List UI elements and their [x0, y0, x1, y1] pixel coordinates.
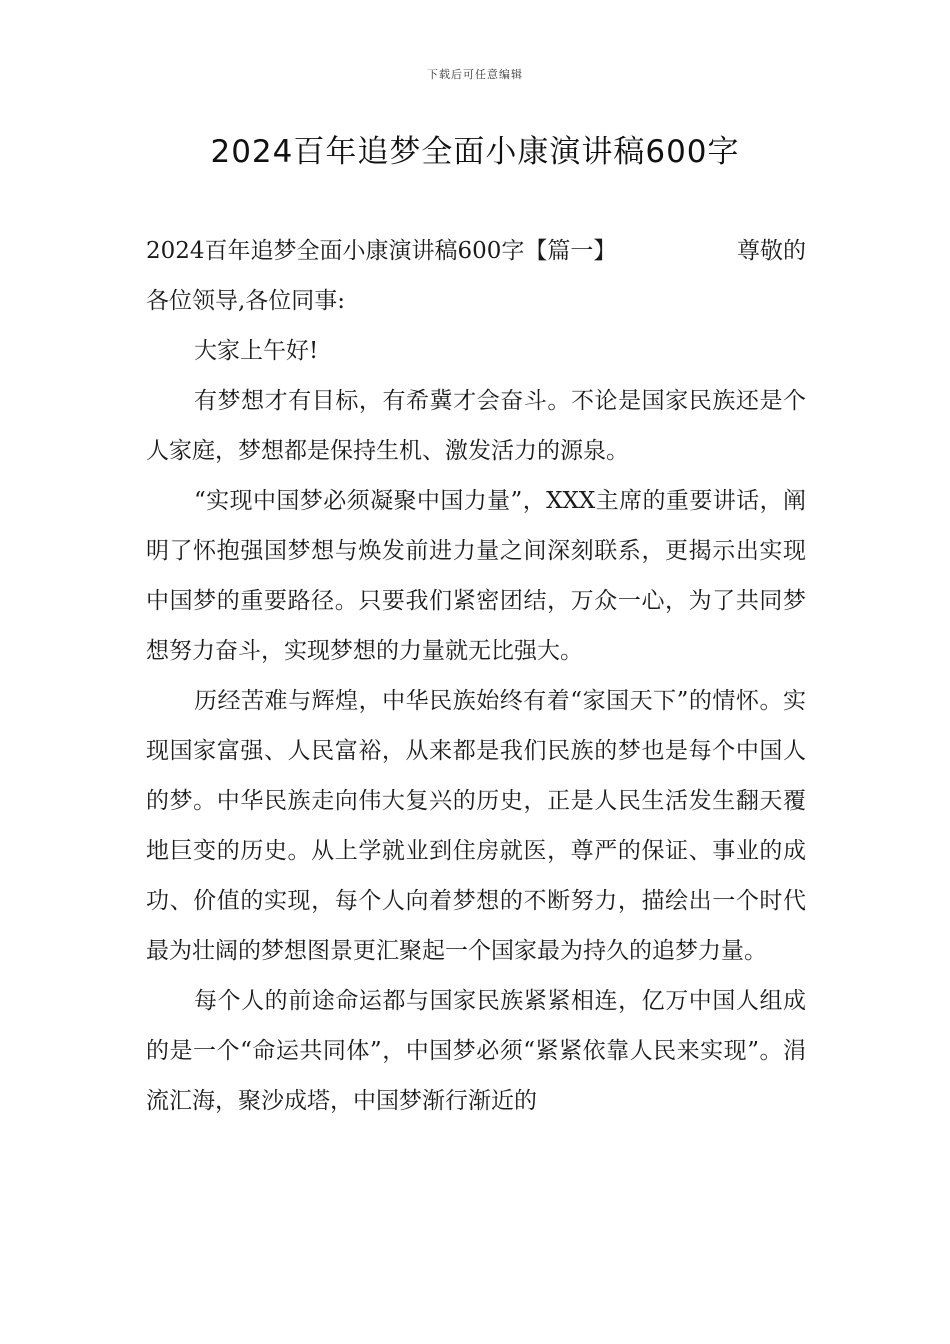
- intro-paragraph: [146, 226, 806, 326]
- intro-salutation-rest: 各位领导,各位同事:: [146, 288, 346, 314]
- body-paragraph-dream-goal: 有梦想才有目标，有希冀才会奋斗。不论是国家民族还是个人家庭，梦想都是保持生机、激发活力的源泉。: [146, 388, 806, 464]
- body-paragraph-greeting: 大家上午好!: [194, 338, 319, 364]
- document-body: [146, 226, 806, 1126]
- body-paragraph-community: 每个人的前途命运都与国家民族紧紧相连，亿万中国人组成的是一个“命运共同体”，中国梦必须“紧紧依靠人民来实现”。涓流汇海，聚沙成塔，中国梦渐行渐近的: [146, 988, 806, 1114]
- header-note: 下载后可任意编辑: [427, 68, 523, 81]
- document-title: 2024百年追梦全面小康演讲稿600字: [210, 134, 740, 170]
- body-paragraph-history: 历经苦难与辉煌，中华民族始终有着“家国天下”的情怀。实现国家富强、人民富裕，从来都是我们民族的梦也是每个中国人的梦。中华民族走向伟大复兴的历史，正是人民生活发生翻天覆地巨变的历史。从上学就业到住房就医，尊严的保证、事业的成功、价值的实现，每个人向着梦想的不断努力，描绘出一个时代最为壮阔的梦想图景更汇聚起一个国家最为持久的追梦力量。: [146, 688, 806, 964]
- intro-heading: 2024百年追梦全面小康演讲稿600字【篇一】: [146, 238, 617, 264]
- intro-salutation-start: 尊敬的: [737, 238, 806, 264]
- intro-first-line: [146, 226, 806, 276]
- body-paragraph-china-strength: “实现中国梦必须凝聚中国力量”，XXX主席的重要讲话，阐明了怀抱强国梦想与焕发前进力量之间深刻联系，更揭示出实现中国梦的重要路径。只要我们紧密团结，万众一心，为了共同梦想努力奋斗，实现梦想的力量就无比强大。: [146, 488, 806, 664]
